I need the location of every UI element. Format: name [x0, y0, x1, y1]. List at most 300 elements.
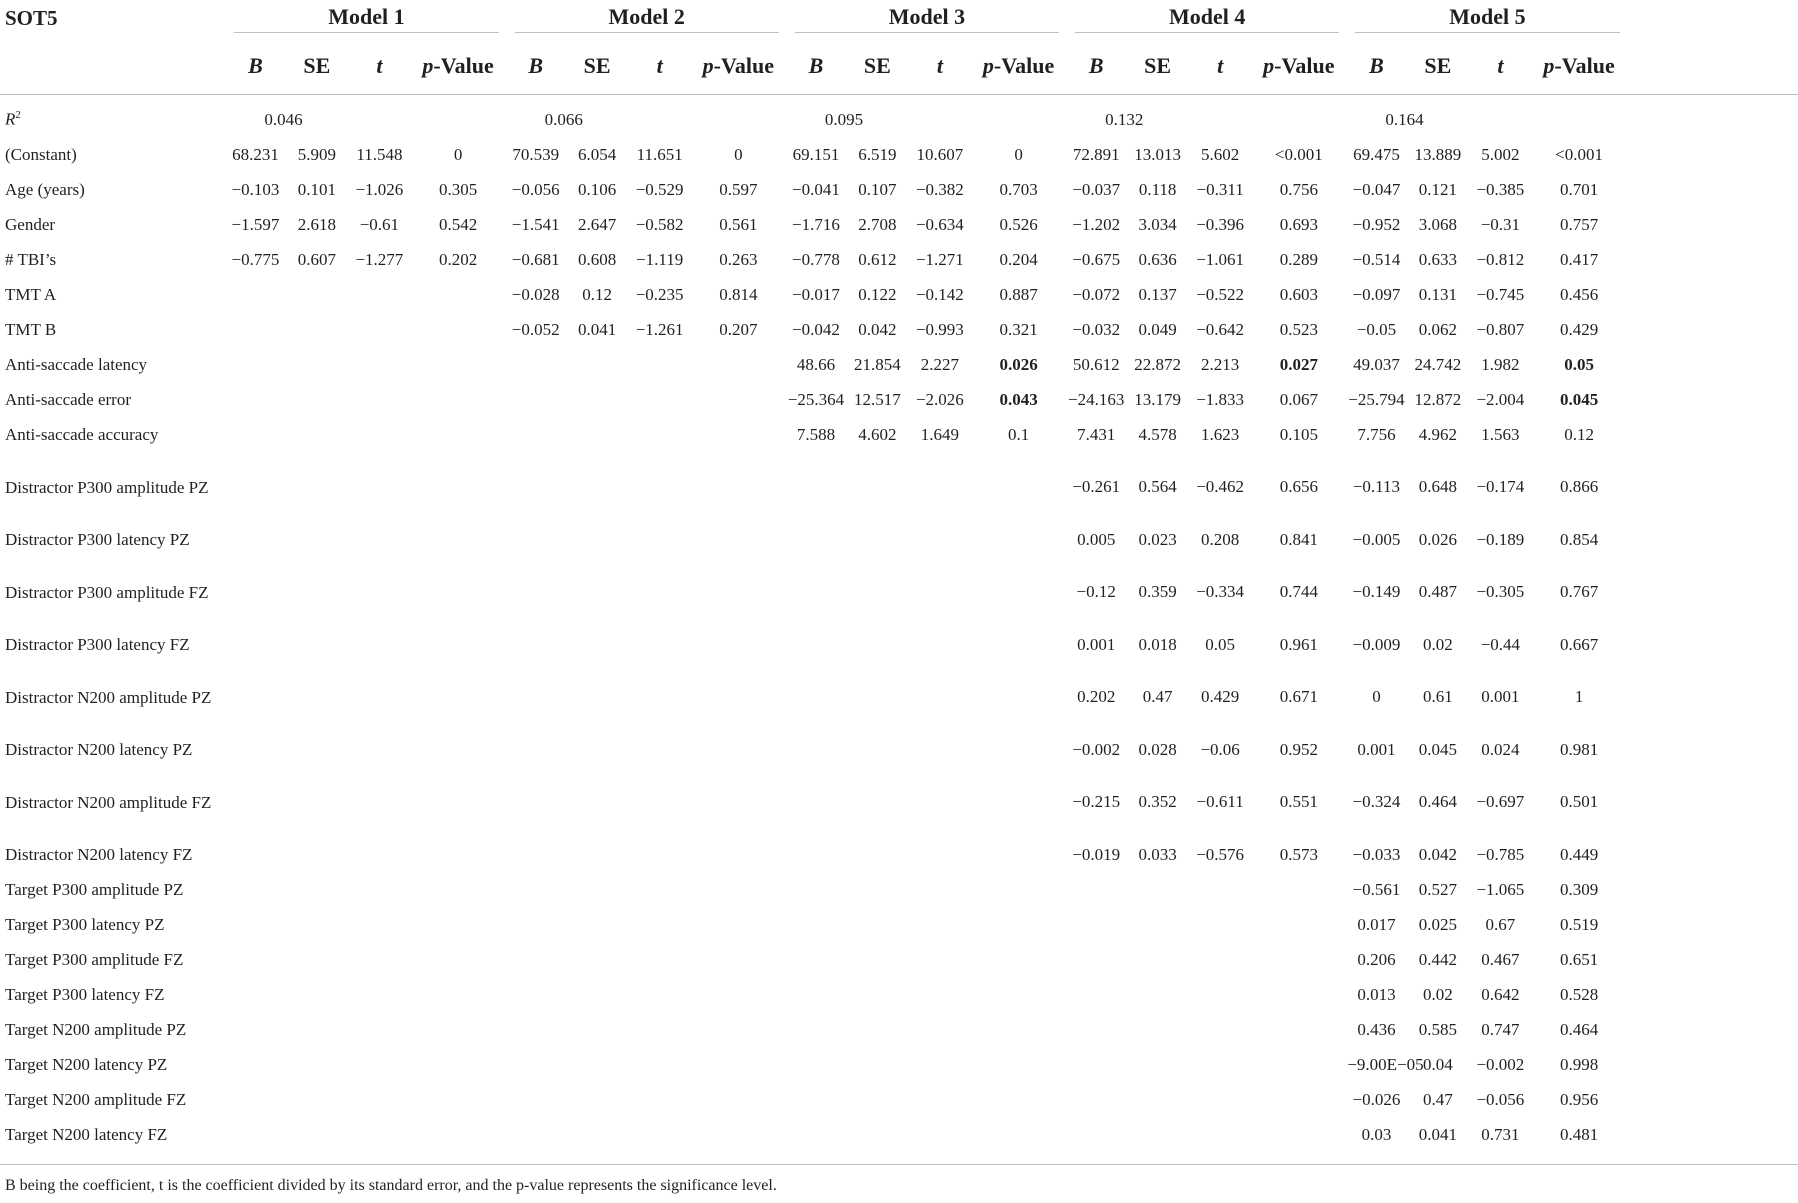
table-cell [226, 452, 284, 522]
table-cell: 0.757 [1559, 214, 1599, 234]
table-cell: −1.026 [355, 179, 404, 199]
table-cell [226, 417, 284, 452]
table-cell: 0.208 [1201, 529, 1240, 549]
subheader-b-model-2: B [507, 37, 565, 95]
table-cell: −0.142 [915, 284, 964, 304]
table-cell: −0.042 [792, 319, 840, 339]
table-cell: 0.429 [1201, 687, 1240, 706]
table-cell: 2.227 [920, 354, 960, 374]
table-cell: −0.61 [359, 214, 400, 234]
table-cell: −0.385 [1476, 179, 1525, 199]
r-squared-value-model-2: 0.066 [544, 109, 583, 129]
table-cell [565, 1047, 630, 1082]
table-cell: 10.607 [916, 144, 964, 164]
table-cell [690, 1117, 787, 1152]
table-row [0, 382, 1798, 417]
table-cell [349, 1117, 409, 1152]
table-cell [410, 1082, 507, 1117]
table-cell: 0.767 [1559, 582, 1599, 601]
table-cell [787, 452, 845, 522]
table-cell [970, 767, 1067, 837]
table-cell: 0.137 [1138, 284, 1177, 304]
table-cell: 0.481 [1559, 1124, 1599, 1144]
table-cell [690, 907, 787, 942]
table-cell: −0.745 [1476, 284, 1525, 304]
table-cell: 0.464 [1559, 1019, 1599, 1039]
table-cell [910, 837, 970, 872]
row-label: Distractor P300 latency FZ [5, 634, 190, 654]
table-cell: −0.017 [792, 284, 840, 304]
table-cell [970, 732, 1067, 767]
table-cell [226, 942, 284, 977]
table-cell: −1.541 [511, 214, 560, 234]
table-cell: −0.462 [1196, 477, 1245, 496]
table-row [0, 172, 1798, 207]
table-row [0, 907, 1798, 942]
table-cell: −0.324 [1352, 792, 1401, 811]
subheader-b-model-3: B [787, 37, 845, 95]
table-cell [1067, 907, 1125, 942]
table-cell [226, 977, 284, 1012]
table-cell [970, 1117, 1067, 1152]
table-cell [845, 977, 910, 1012]
table-cell: 4.578 [1138, 424, 1177, 444]
table-cell [285, 557, 350, 627]
table-cell: −0.072 [1072, 284, 1121, 304]
table-cell [845, 767, 910, 837]
table-cell: 2.618 [297, 214, 336, 234]
table-cell [1190, 1117, 1250, 1152]
table-cell [1067, 1047, 1125, 1082]
table-row [0, 872, 1798, 907]
table-cell: −0.033 [1352, 844, 1401, 864]
table-cell: 0.204 [999, 249, 1038, 269]
table-cell: 0.47 [1423, 1089, 1453, 1109]
table-cell: −0.576 [1196, 844, 1245, 864]
table-cell [690, 347, 787, 382]
table-cell: 0.027 [1279, 354, 1318, 374]
subheader-t-model-2: t [629, 37, 689, 95]
table-cell: 0.131 [1418, 284, 1457, 304]
table-cell [285, 1082, 350, 1117]
table-row [0, 662, 1798, 732]
model-header-1: Model 1 [226, 0, 506, 37]
table-cell [285, 627, 350, 662]
table-row [0, 207, 1798, 242]
table-cell [285, 872, 350, 907]
table-cell [410, 382, 507, 417]
table-cell [507, 1082, 565, 1117]
table-cell: <0.001 [1274, 144, 1323, 164]
row-label: (Constant) [5, 144, 77, 164]
table-cell [910, 522, 970, 557]
subheader-b-model-1: B [226, 37, 284, 95]
table-cell: −1.065 [1476, 879, 1525, 899]
table-cell [285, 1012, 350, 1047]
table-cell: 0.731 [1481, 1124, 1520, 1144]
table-cell: 0.067 [1279, 389, 1318, 409]
r-squared-value-model-3: 0.095 [824, 109, 864, 129]
table-cell [629, 1012, 689, 1047]
table-cell [507, 837, 565, 872]
table-cell: 12.872 [1414, 389, 1462, 409]
table-cell: −0.026 [1352, 1089, 1401, 1109]
table-cell: 0.417 [1559, 249, 1599, 269]
table-cell: −1.261 [635, 319, 684, 339]
table-cell: 0.47 [1142, 687, 1173, 706]
table-cell [970, 872, 1067, 907]
table-cell: 48.66 [796, 354, 836, 374]
table-cell [970, 662, 1067, 732]
table-cell [285, 312, 350, 347]
table-cell [910, 732, 970, 767]
table-cell [629, 732, 689, 767]
table-row [0, 732, 1798, 767]
row-label: Target P300 latency FZ [5, 984, 165, 1004]
row-label: TMT B [5, 319, 57, 339]
table-cell [1250, 1012, 1347, 1047]
table-cell [507, 417, 565, 452]
table-cell [349, 942, 409, 977]
table-cell [1125, 942, 1190, 977]
table-cell [349, 732, 409, 767]
table-cell: 0.429 [1559, 319, 1599, 339]
table-cell: 0.018 [1138, 634, 1177, 654]
table-cell: −0.634 [915, 214, 964, 234]
table-cell: 0.024 [1481, 739, 1520, 759]
table-cell [565, 942, 630, 977]
table-cell: 0.527 [1418, 879, 1457, 899]
table-cell: 0.207 [719, 319, 758, 339]
table-cell [349, 382, 409, 417]
table-cell: −0.261 [1072, 477, 1121, 496]
table-cell [565, 872, 630, 907]
table-cell: 0.206 [1357, 949, 1396, 969]
table-row [0, 977, 1798, 1012]
table-cell: 1.623 [1201, 424, 1240, 444]
table-body [0, 102, 1798, 1165]
row-label: Target N200 latency FZ [5, 1124, 168, 1144]
table-cell [285, 522, 350, 557]
table-cell: −0.215 [1072, 792, 1121, 811]
row-label: Anti-saccade latency [5, 354, 148, 374]
table-cell [787, 557, 845, 627]
table-cell [629, 417, 689, 452]
table-cell: −0.807 [1476, 319, 1525, 339]
table-cell: 0 [1372, 687, 1381, 706]
table-cell [507, 347, 565, 382]
table-cell [629, 977, 689, 1012]
table-cell: 0.648 [1418, 477, 1457, 496]
table-cell: 6.054 [578, 144, 617, 164]
table-cell [787, 907, 845, 942]
table-cell [845, 907, 910, 942]
row-label: Distractor N200 latency FZ [5, 844, 193, 864]
table-cell: −1.716 [792, 214, 840, 234]
table-cell: −0.529 [635, 179, 684, 199]
table-cell [629, 872, 689, 907]
row-label: Target P300 amplitude PZ [5, 879, 184, 899]
table-cell [690, 1082, 787, 1117]
table-cell: −0.561 [1352, 879, 1401, 899]
table-cell [507, 942, 565, 977]
table-cell [690, 662, 787, 732]
table-cell [565, 417, 630, 452]
table-cell: 0.118 [1138, 179, 1177, 199]
table-cell: −0.06 [1200, 739, 1240, 759]
subheader-t-model-1: t [349, 37, 409, 95]
table-cell [1125, 1117, 1190, 1152]
table-cell: 0.814 [719, 284, 758, 304]
table-cell: 0.062 [1418, 319, 1457, 339]
table-cell: 0.487 [1418, 582, 1457, 601]
row-label: Anti-saccade accuracy [5, 424, 159, 444]
table-cell [349, 837, 409, 872]
table-cell: 0.61 [1423, 687, 1453, 706]
table-cell [226, 837, 284, 872]
table-cell [507, 767, 565, 837]
table-cell [1067, 1117, 1125, 1152]
table-cell [410, 767, 507, 837]
table-cell: 11.651 [636, 144, 683, 164]
table-cell [410, 627, 507, 662]
table-cell [787, 837, 845, 872]
table-cell [565, 382, 630, 417]
table-cell [910, 452, 970, 522]
table-cell [410, 942, 507, 977]
table-cell: 21.854 [854, 354, 901, 374]
table-cell [226, 312, 284, 347]
table-cell [410, 417, 507, 452]
table-cell [1250, 977, 1347, 1012]
table-cell: 24.742 [1414, 354, 1462, 374]
table-cell: 0.542 [438, 214, 478, 234]
table-cell [629, 907, 689, 942]
table-cell [690, 977, 787, 1012]
r-squared-value-model-1: 0.046 [264, 109, 303, 129]
table-cell: 0.651 [1559, 949, 1599, 969]
table-cell [910, 627, 970, 662]
table-cell: 0.305 [438, 179, 478, 199]
subheader-se-model-5: SE [1406, 37, 1471, 95]
table-cell: 0.436 [1357, 1019, 1396, 1039]
table-row [0, 1117, 1798, 1152]
table-cell: 0.041 [1418, 1124, 1457, 1144]
table-cell [285, 662, 350, 732]
table-cell [349, 277, 409, 312]
table-cell: −0.311 [1196, 179, 1244, 199]
table-cell [226, 382, 284, 417]
table-cell [507, 1012, 565, 1047]
table-cell [910, 557, 970, 627]
table-cell [226, 627, 284, 662]
table-cell [1125, 1012, 1190, 1047]
table-cell: 0.866 [1559, 477, 1599, 496]
table-cell [1067, 942, 1125, 977]
table-cell [629, 942, 689, 977]
table-cell [1125, 1047, 1190, 1082]
table-cell: 72.891 [1072, 144, 1120, 164]
table-cell [226, 872, 284, 907]
table-cell: −0.31 [1480, 214, 1521, 234]
table-cell: −0.812 [1476, 249, 1525, 269]
table-cell: 0.607 [297, 249, 336, 269]
table-row [0, 557, 1798, 627]
table-row [0, 837, 1798, 872]
table-cell: 0.701 [1559, 179, 1599, 199]
table-cell [1250, 942, 1347, 977]
table-cell: −0.382 [915, 179, 964, 199]
table-cell [1250, 872, 1347, 907]
table-cell [349, 1047, 409, 1082]
table-cell [226, 1012, 284, 1047]
table-cell [1190, 907, 1250, 942]
table-cell [1190, 1047, 1250, 1082]
table-row [0, 277, 1798, 312]
table-row [0, 767, 1798, 837]
table-cell [349, 557, 409, 627]
table-row [0, 942, 1798, 977]
row-label: Distractor N200 amplitude PZ [5, 687, 212, 707]
table-cell: −2.026 [915, 389, 964, 409]
table-cell: −0.514 [1352, 249, 1401, 269]
subheader-p-value-model-4: p-Value [1250, 37, 1347, 95]
row-label: Target N200 latency PZ [5, 1054, 168, 1074]
table-cell [629, 1047, 689, 1082]
table-cell: 0.045 [1559, 389, 1599, 409]
row-label: Gender [5, 214, 56, 234]
row-label: Distractor N200 amplitude FZ [5, 792, 212, 812]
subheader-t-model-5: t [1470, 37, 1530, 95]
table-cell: 0.043 [999, 389, 1038, 409]
table-cell: 13.179 [1134, 389, 1181, 409]
table-cell [349, 312, 409, 347]
table-cell: 0.122 [858, 284, 897, 304]
table-cell: 0.106 [578, 179, 617, 199]
table-cell: 3.068 [1418, 214, 1457, 234]
table-cell [349, 977, 409, 1012]
table-cell [410, 837, 507, 872]
table-cell: 0.67 [1485, 914, 1516, 934]
table-cell [1125, 1082, 1190, 1117]
table-cell [970, 1012, 1067, 1047]
table-cell: 0.747 [1481, 1019, 1520, 1039]
subheader-b-model-4: B [1067, 37, 1125, 95]
table-cell: 0.005 [1077, 529, 1116, 549]
table-cell: 0.456 [1559, 284, 1599, 304]
table-cell: 69.151 [792, 144, 840, 164]
table-cell [690, 417, 787, 452]
table-cell [349, 522, 409, 557]
table-cell: 5.602 [1201, 144, 1240, 164]
table-cell: 0.121 [1418, 179, 1457, 199]
table-cell [410, 1012, 507, 1047]
table-cell [970, 1082, 1067, 1117]
table-cell: 7.431 [1077, 424, 1116, 444]
table-cell [690, 452, 787, 522]
table-cell: −0.396 [1196, 214, 1245, 234]
table-cell: 0 [453, 144, 463, 164]
table-cell [845, 1117, 910, 1152]
table-cell: 0.633 [1418, 249, 1457, 269]
table-cell: −0.12 [1076, 582, 1116, 601]
table-cell [970, 977, 1067, 1012]
table-cell: −1.202 [1072, 214, 1121, 234]
subheader-se-model-4: SE [1125, 37, 1190, 95]
table-cell: 0.656 [1279, 477, 1318, 496]
table-cell [410, 277, 507, 312]
table-row [0, 137, 1798, 172]
table-cell: 0.013 [1357, 984, 1396, 1004]
table-cell: −0.032 [1072, 319, 1121, 339]
table-cell: 13.013 [1134, 144, 1181, 164]
table-cell: 0.523 [1279, 319, 1318, 339]
table-cell [349, 627, 409, 662]
table-cell: 0.02 [1423, 634, 1453, 654]
table-cell: −0.44 [1480, 634, 1521, 654]
table-cell [1125, 872, 1190, 907]
table-cell: 0.028 [1138, 739, 1177, 759]
table-cell [910, 1047, 970, 1082]
table-cell [349, 452, 409, 522]
table-cell: 1.982 [1481, 354, 1520, 374]
table-cell [629, 1117, 689, 1152]
table-cell: 7.588 [796, 424, 836, 444]
table-cell: −0.056 [1476, 1089, 1525, 1109]
table-cell [690, 942, 787, 977]
table-cell [787, 1012, 845, 1047]
table-cell [970, 1047, 1067, 1082]
table-cell: 0.573 [1279, 844, 1318, 864]
model-header-4: Model 4 [1067, 0, 1347, 37]
table-cell: 1.563 [1481, 424, 1520, 444]
table-cell [629, 382, 689, 417]
table-cell [1250, 1082, 1347, 1117]
table-row [0, 627, 1798, 662]
table-cell: −0.642 [1196, 319, 1245, 339]
table-cell [970, 837, 1067, 872]
row-label: Distractor P300 amplitude FZ [5, 582, 209, 602]
table-cell: 0.564 [1138, 477, 1177, 496]
table-cell [845, 557, 910, 627]
row-label: Distractor P300 amplitude PZ [5, 477, 209, 497]
table-cell: 0.612 [858, 249, 897, 269]
table-cell: 70.539 [512, 144, 560, 164]
table-cell: 68.231 [232, 144, 279, 164]
table-cell: −0.041 [792, 179, 840, 199]
table-cell: 0.1 [1007, 424, 1030, 444]
table-cell [565, 1082, 630, 1117]
table-cell: 0.101 [297, 179, 336, 199]
table-cell [845, 522, 910, 557]
table-cell: 11.548 [356, 144, 403, 164]
table-cell: −2.004 [1476, 389, 1525, 409]
table-cell: 0.042 [858, 319, 897, 339]
table-cell: −0.052 [511, 319, 560, 339]
table-cell: 1.649 [920, 424, 960, 444]
table-cell [629, 557, 689, 627]
table-cell [507, 872, 565, 907]
table-cell: −0.993 [915, 319, 964, 339]
table-cell: 0.033 [1138, 844, 1177, 864]
table-cell [410, 557, 507, 627]
table-cell [1250, 1047, 1347, 1082]
table-cell: −0.009 [1352, 634, 1401, 654]
row-label: Distractor P300 latency PZ [5, 529, 190, 549]
table-cell [970, 627, 1067, 662]
table-cell: −0.005 [1352, 529, 1401, 549]
subheader-se-model-1: SE [285, 37, 350, 95]
